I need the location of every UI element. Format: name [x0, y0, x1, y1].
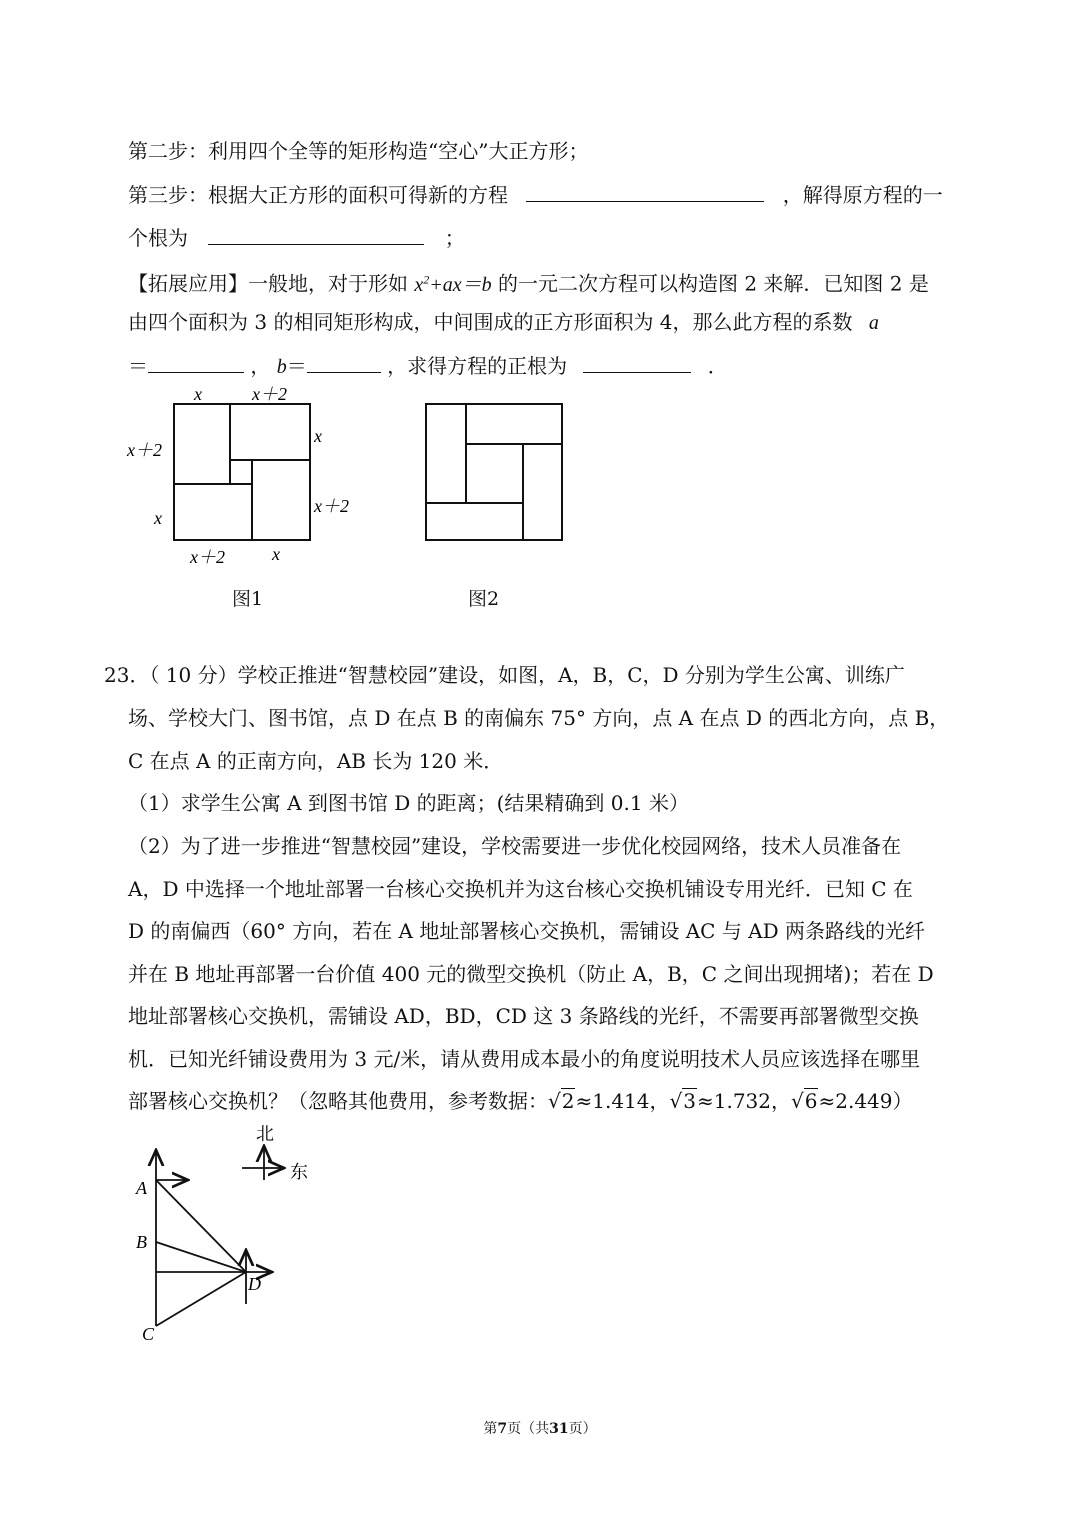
q23-part1: （1）求学生公寓 A 到图书馆 D 的距离；(结果精确到 0.1 米）: [128, 791, 689, 815]
ext-text-3e: ．: [707, 354, 728, 378]
step3-text-c: 个根为: [128, 226, 188, 250]
sqrt6-value: ≈2.449）: [818, 1089, 913, 1113]
q23-line3: C 在点 A 的正南方向，AB 长为 120 米．: [128, 749, 504, 773]
q23-line1: [104, 662, 905, 688]
sqrt3-value: ≈1.732，: [696, 1089, 791, 1113]
q23-part2-l7: [128, 1088, 913, 1114]
ext-text-2: 由四个面积为 3 的相同矩形构成，中间围成的正方形面积为 4，那么此方程的系数: [128, 310, 853, 334]
equation-inline: $x^2+ax=b$: [414, 272, 492, 296]
ext-text-1a: 一般地，对于形如: [248, 271, 408, 296]
step3-line1: [128, 181, 943, 208]
ext-text-1b: 的一元二次方程可以构造图 2 来解．已知图 2 是: [497, 271, 929, 296]
ext-text-3a: ＝: [128, 354, 148, 378]
ext-line2: [128, 309, 879, 336]
map-east-label: 东: [290, 1162, 308, 1182]
q23-text-l7: 部署核心交换机？（忽略其他费用，参考数据：: [128, 1089, 548, 1113]
equation-blank[interactable]: [526, 181, 764, 202]
ext-text-3b: ，: [250, 354, 271, 378]
q23-part2-l2: A，D 中选择一个地址部署一台核心交换机并为这台核心交换机铺设专用光纤．已知 C 在: [128, 877, 913, 901]
sqrt3: √3: [669, 1089, 696, 1113]
fig1-label-bottom-left: x＋2: [190, 547, 225, 567]
positive-root-blank[interactable]: [583, 352, 691, 373]
page-footer: [0, 1418, 1080, 1438]
map-point-a: A: [136, 1178, 147, 1198]
ext-text-3d: ，求得方程的正根为: [387, 354, 568, 378]
footer-pre: 第: [483, 1421, 498, 1437]
q23-part2-l6: 机．已知光纤铺设费用为 3 元/米，请从费用成本最小的角度说明技术人员应该选择在哪里: [128, 1047, 921, 1071]
map-point-c: C: [142, 1324, 155, 1344]
ext-text-3c: ＝: [286, 354, 307, 378]
footer-total-pages: 31: [549, 1421, 569, 1437]
q23-part2-l5: 地址部署核心交换机，需铺设 AD，BD，CD 这 3 条路线的光纤，不需要再部署微型交换: [128, 1004, 919, 1028]
fig1-label-top-left: x: [194, 384, 202, 404]
root-blank[interactable]: [208, 224, 424, 245]
sqrt2: √2: [548, 1089, 575, 1113]
figure1-diagram: [122, 380, 372, 570]
footer-mid: 页（共: [507, 1421, 550, 1437]
q23-part2-l1: （2）为了进一步推进“智慧校园”建设，学校需要进一步优化校园网络，技术人员准备在: [128, 834, 902, 858]
fig1-label-left-top: x＋2: [127, 440, 162, 460]
sqrt2-value: ≈1.414，: [575, 1089, 670, 1113]
map-point-b: B: [136, 1232, 147, 1252]
step3-text-b: ，解得原方程的一: [782, 183, 943, 207]
q23-part2-l4: 并在 B 地址再部署一台价值 400 元的微型交换机（防止 A，B，C 之间出现拥堵)；若在 D: [128, 962, 934, 986]
q23-number: 23．: [104, 663, 150, 687]
step3-text-a: 第三步：根据大正方形的面积可得新的方程: [128, 183, 508, 207]
fig1-label-right-bottom: x＋2: [314, 496, 349, 516]
b-blank[interactable]: [307, 352, 381, 373]
var-a-label: a: [868, 312, 879, 334]
q23-text-l1: 学校正推进“智慧校园”建设，如图，A，B，C，D 分别为学生公寓、训练广: [237, 663, 905, 687]
step3-text-d: ；: [444, 226, 465, 250]
a-blank[interactable]: [148, 352, 244, 373]
sqrt6: √6: [791, 1089, 818, 1113]
fig1-label-left-bottom: x: [154, 508, 162, 528]
ext-title: 【拓展应用】: [128, 271, 248, 296]
footer-post: 页）: [568, 1421, 597, 1437]
footer-page-number: 7: [497, 1421, 508, 1437]
q23-line2: 场、学校大门、图书馆，点 D 在点 B 的南偏东 75° 方向，点 A 在点 D 的西北方向，点 B，: [128, 706, 950, 730]
step3-line2: [128, 224, 465, 251]
fig1-label-bottom-right: x: [272, 544, 280, 564]
step2-text: 第二步：利用四个全等的矩形构造“空心”大正方形；: [128, 139, 589, 163]
map-north-label: 北: [256, 1124, 274, 1144]
fig1-caption: 图1: [232, 588, 264, 610]
ext-line1: [128, 266, 929, 298]
q23-score: （ 10 分）: [149, 663, 238, 687]
figure2-diagram: [420, 398, 570, 548]
fig1-label-top-right: x＋2: [252, 384, 287, 404]
var-b-label: b: [276, 356, 287, 378]
fig2-caption: 图2: [468, 588, 500, 610]
q23-part2-l3: D 的南偏西（60° 方向，若在 A 地址部署核心交换机，需铺设 AC 与 AD 两条路线的光纤: [128, 919, 926, 943]
fig1-label-right-top: x: [314, 426, 322, 446]
ext-line3: [128, 352, 728, 380]
map-point-d: D: [248, 1274, 261, 1294]
campus-map-diagram: [120, 1118, 340, 1358]
